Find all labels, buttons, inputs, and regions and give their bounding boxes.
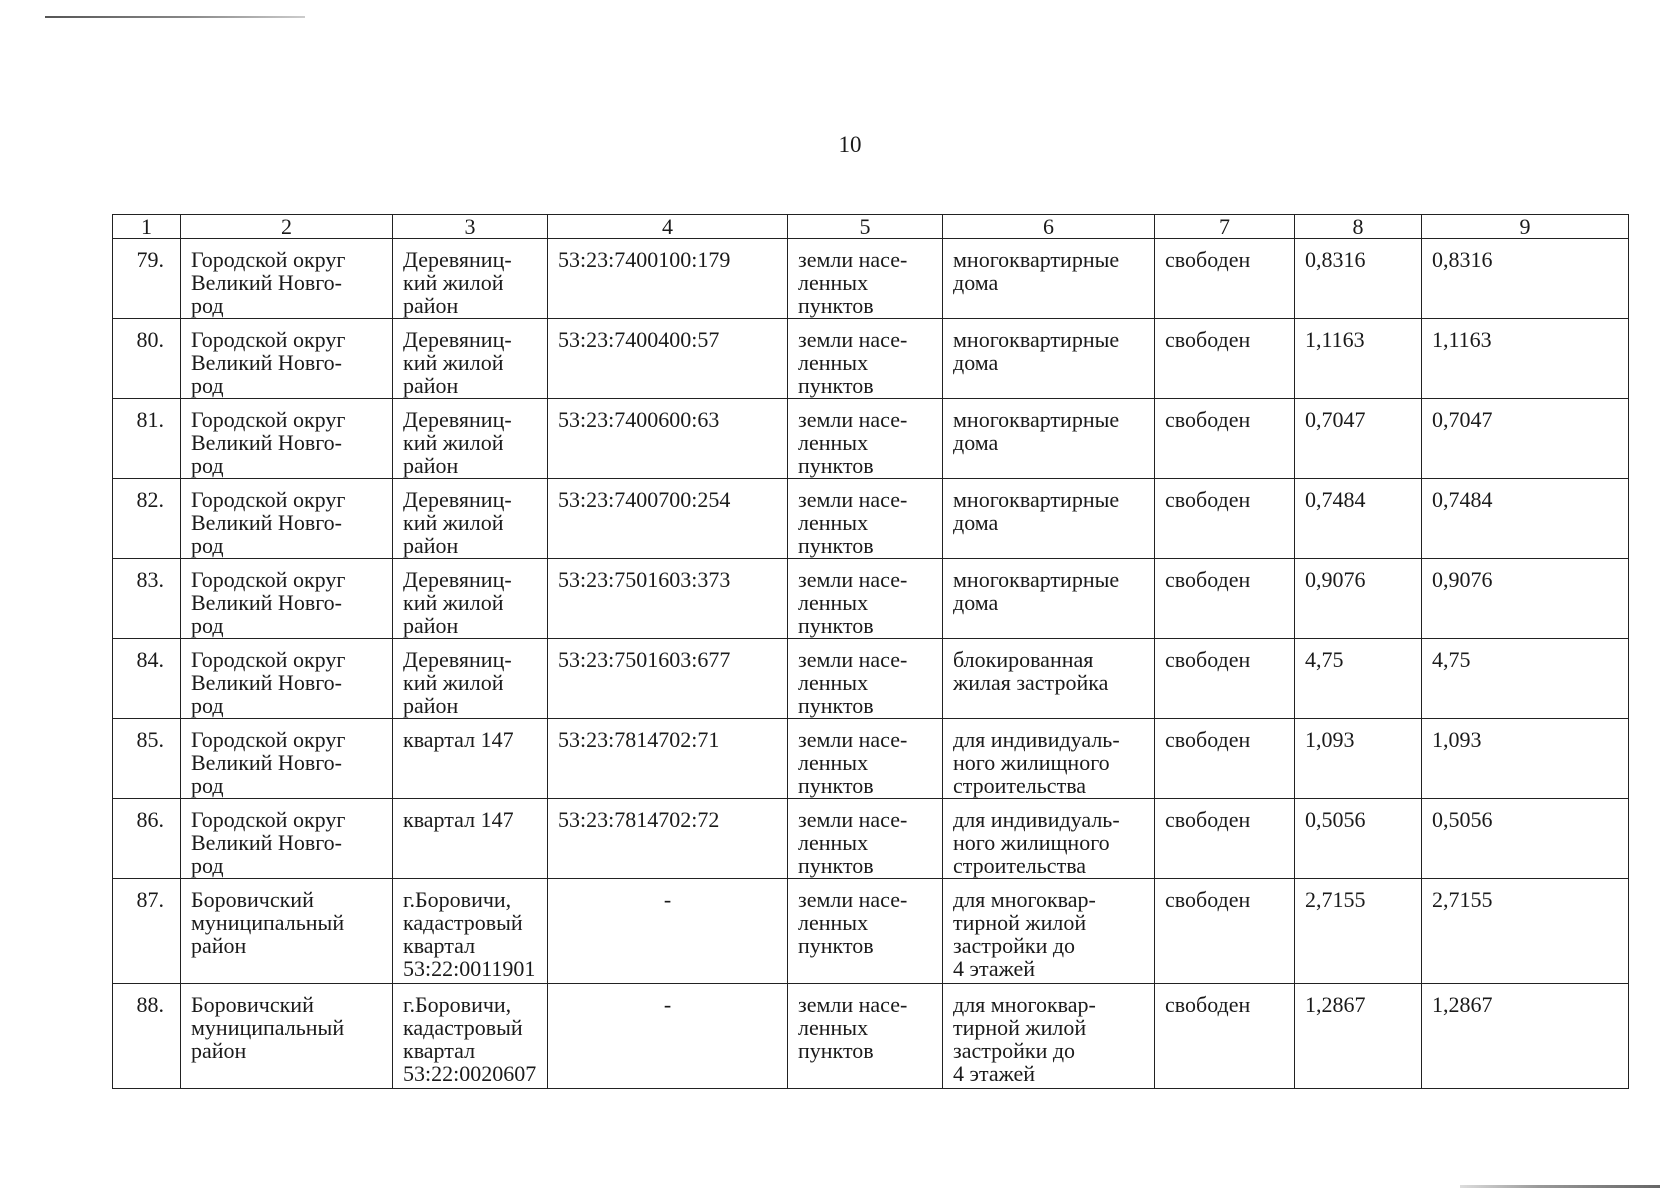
table-row: [113, 479, 1629, 559]
status-cell: свободен: [1155, 879, 1295, 984]
location-cell: Деревяниц- кий жилой район: [393, 559, 548, 639]
row-number: 85.: [113, 719, 181, 799]
land-category-cell: земли насе- ленных пунктов: [788, 879, 943, 984]
column-header-3: 3: [393, 215, 548, 239]
area-cell-2: 1,2867: [1422, 984, 1629, 1089]
status-cell: свободен: [1155, 239, 1295, 319]
cadastral-number-cell: -: [548, 984, 788, 1089]
area-cell-2: 0,7047: [1422, 399, 1629, 479]
land-plots-table: [112, 214, 1629, 1089]
land-category-cell: земли насе- ленных пунктов: [788, 799, 943, 879]
cadastral-number-cell: 53:23:7400400:57: [548, 319, 788, 399]
status-cell: свободен: [1155, 479, 1295, 559]
land-category-cell: земли насе- ленных пунктов: [788, 984, 943, 1089]
location-cell: Деревяниц- кий жилой район: [393, 239, 548, 319]
row-number: 86.: [113, 799, 181, 879]
row-number: 84.: [113, 639, 181, 719]
table-body: [113, 239, 1629, 1089]
row-number: 88.: [113, 984, 181, 1089]
land-category-cell: земли насе- ленных пунктов: [788, 559, 943, 639]
cadastral-number-cell: 53:23:7400700:254: [548, 479, 788, 559]
municipality-cell: Городской округ Великий Новго- род: [181, 559, 393, 639]
area-cell-2: 0,8316: [1422, 239, 1629, 319]
cadastral-number-cell: 53:23:7501603:677: [548, 639, 788, 719]
row-number: 79.: [113, 239, 181, 319]
table-row: [113, 239, 1629, 319]
location-cell: г.Боровичи, кадастровый квартал 53:22:0020607: [393, 984, 548, 1089]
row-number: 87.: [113, 879, 181, 984]
permitted-use-cell: многоквартирные дома: [943, 319, 1155, 399]
permitted-use-cell: для многоквар- тирной жилой застройки до 4 этажей: [943, 984, 1155, 1089]
municipality-cell: Городской округ Великий Новго- род: [181, 639, 393, 719]
scan-edge-mark-bottom: [1460, 1185, 1660, 1188]
table-row: [113, 399, 1629, 479]
status-cell: свободен: [1155, 319, 1295, 399]
table-row: [113, 319, 1629, 399]
municipality-cell: Боровичский муниципальный район: [181, 984, 393, 1089]
column-header-1: 1: [113, 215, 181, 239]
area-cell: 1,093: [1295, 719, 1422, 799]
municipality-cell: Городской округ Великий Новго- род: [181, 719, 393, 799]
permitted-use-cell: блокированная жилая застройка: [943, 639, 1155, 719]
cadastral-number-cell: -: [548, 879, 788, 984]
status-cell: свободен: [1155, 719, 1295, 799]
row-number: 83.: [113, 559, 181, 639]
land-category-cell: земли насе- ленных пунктов: [788, 319, 943, 399]
permitted-use-cell: для многоквар- тирной жилой застройки до 4 этажей: [943, 879, 1155, 984]
table-row: [113, 984, 1629, 1089]
column-header-2: 2: [181, 215, 393, 239]
column-header-7: 7: [1155, 215, 1295, 239]
area-cell: 2,7155: [1295, 879, 1422, 984]
area-cell-2: 2,7155: [1422, 879, 1629, 984]
table-row: [113, 639, 1629, 719]
location-cell: Деревяниц- кий жилой район: [393, 399, 548, 479]
row-number: 81.: [113, 399, 181, 479]
area-cell: 0,7484: [1295, 479, 1422, 559]
cadastral-number-cell: 53:23:7814702:72: [548, 799, 788, 879]
permitted-use-cell: многоквартирные дома: [943, 559, 1155, 639]
land-category-cell: земли насе- ленных пунктов: [788, 239, 943, 319]
municipality-cell: Городской округ Великий Новго- род: [181, 319, 393, 399]
cadastral-number-cell: 53:23:7814702:71: [548, 719, 788, 799]
municipality-cell: Городской округ Великий Новго- род: [181, 479, 393, 559]
row-number: 82.: [113, 479, 181, 559]
location-cell: Деревяниц- кий жилой район: [393, 319, 548, 399]
cadastral-number-cell: 53:23:7501603:373: [548, 559, 788, 639]
status-cell: свободен: [1155, 799, 1295, 879]
area-cell: 4,75: [1295, 639, 1422, 719]
permitted-use-cell: для индивидуаль- ного жилищного строительства: [943, 719, 1155, 799]
cadastral-number-cell: 53:23:7400600:63: [548, 399, 788, 479]
area-cell: 0,5056: [1295, 799, 1422, 879]
location-cell: Деревяниц- кий жилой район: [393, 639, 548, 719]
table-header-row: [113, 215, 1629, 239]
cadastral-number-cell: 53:23:7400100:179: [548, 239, 788, 319]
column-header-8: 8: [1295, 215, 1422, 239]
area-cell: 0,8316: [1295, 239, 1422, 319]
land-category-cell: земли насе- ленных пунктов: [788, 399, 943, 479]
column-header-6: 6: [943, 215, 1155, 239]
permitted-use-cell: для индивидуаль- ного жилищного строительства: [943, 799, 1155, 879]
municipality-cell: Городской округ Великий Новго- род: [181, 399, 393, 479]
permitted-use-cell: многоквартирные дома: [943, 479, 1155, 559]
area-cell-2: 1,093: [1422, 719, 1629, 799]
permitted-use-cell: многоквартирные дома: [943, 399, 1155, 479]
area-cell: 1,2867: [1295, 984, 1422, 1089]
table-row: [113, 559, 1629, 639]
permitted-use-cell: многоквартирные дома: [943, 239, 1155, 319]
table-row: [113, 799, 1629, 879]
page-number: 10: [838, 132, 862, 157]
municipality-cell: Городской округ Великий Новго- род: [181, 239, 393, 319]
area-cell-2: 0,7484: [1422, 479, 1629, 559]
area-cell-2: 1,1163: [1422, 319, 1629, 399]
land-category-cell: земли насе- ленных пунктов: [788, 479, 943, 559]
municipality-cell: Городской округ Великий Новго- род: [181, 799, 393, 879]
status-cell: свободен: [1155, 399, 1295, 479]
location-cell: квартал 147: [393, 799, 548, 879]
location-cell: квартал 147: [393, 719, 548, 799]
scan-edge-mark-top: [45, 16, 305, 18]
status-cell: свободен: [1155, 559, 1295, 639]
area-cell-2: 0,5056: [1422, 799, 1629, 879]
table-row: [113, 719, 1629, 799]
table-row: [113, 879, 1629, 984]
area-cell: 0,9076: [1295, 559, 1422, 639]
column-header-5: 5: [788, 215, 943, 239]
area-cell-2: 0,9076: [1422, 559, 1629, 639]
location-cell: г.Боровичи, кадастровый квартал 53:22:0011901: [393, 879, 548, 984]
municipality-cell: Боровичский муниципальный район: [181, 879, 393, 984]
land-category-cell: земли насе- ленных пунктов: [788, 719, 943, 799]
area-cell: 0,7047: [1295, 399, 1422, 479]
area-cell: 1,1163: [1295, 319, 1422, 399]
area-cell-2: 4,75: [1422, 639, 1629, 719]
column-header-9: 9: [1422, 215, 1629, 239]
location-cell: Деревяниц- кий жилой район: [393, 479, 548, 559]
column-header-4: 4: [548, 215, 788, 239]
land-category-cell: земли насе- ленных пунктов: [788, 639, 943, 719]
row-number: 80.: [113, 319, 181, 399]
status-cell: свободен: [1155, 984, 1295, 1089]
status-cell: свободен: [1155, 639, 1295, 719]
